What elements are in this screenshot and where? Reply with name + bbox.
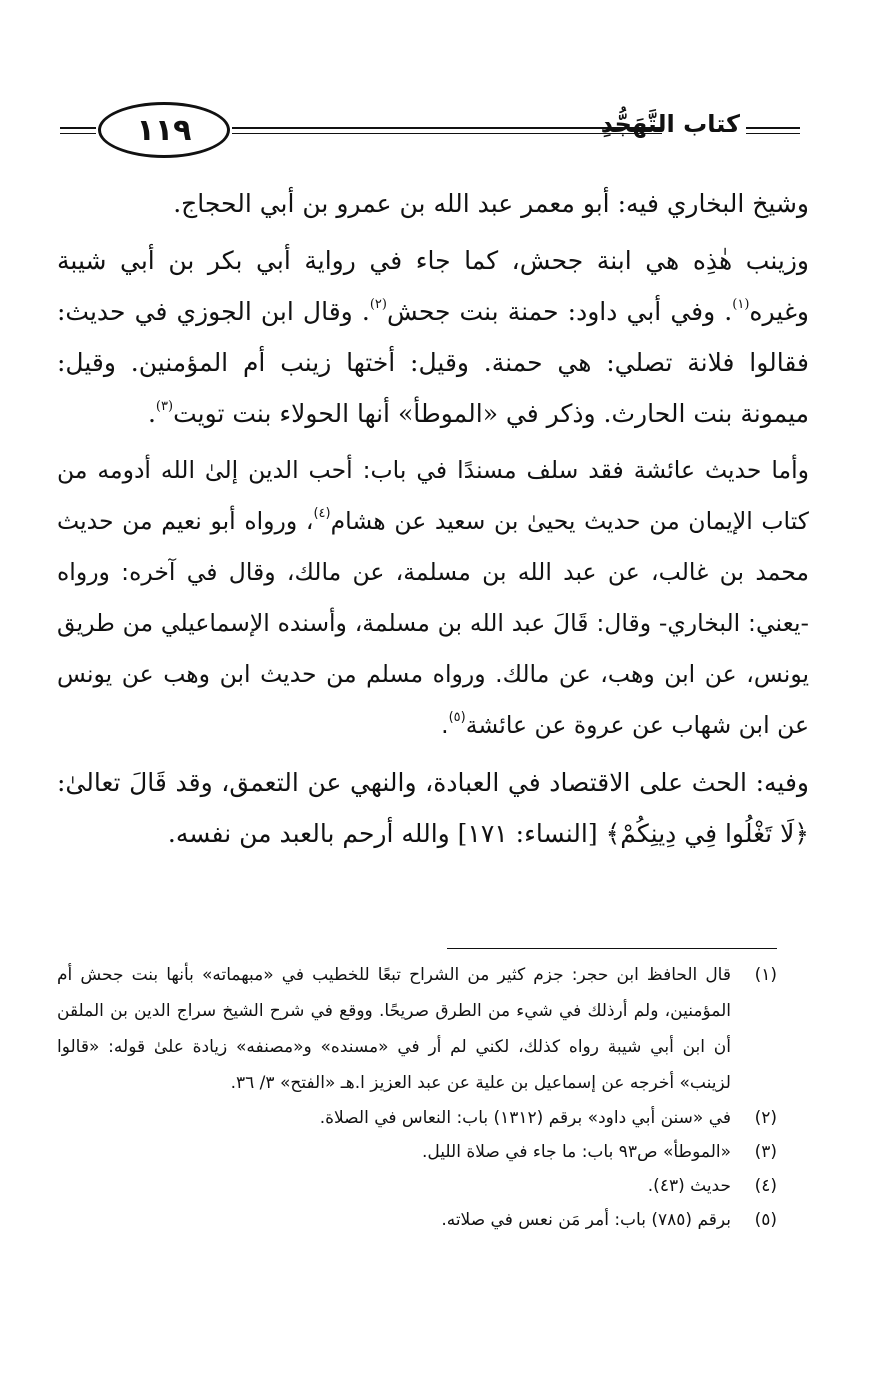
paragraph-text: وأما حديث عائشة فقد سلف مسندًا في باب: أحب الدين إلىٰ الله أدومه من كتاب الإيمان من حديث يحيىٰ بن سعيد عن هشام: [57, 456, 809, 535]
footnote-number: (٣): [754, 1142, 777, 1162]
header-rule: [746, 127, 800, 129]
paragraph: [57, 235, 809, 439]
footnote-number: (٤): [754, 1176, 777, 1196]
footnote-marker: (٢): [369, 297, 387, 312]
footnote-marker: (٥): [448, 710, 466, 725]
paragraph-text: وشيخ البخاري فيه: أبو معمر عبد الله بن عمرو بن أبي الحجاج.: [173, 189, 809, 218]
footnote: [57, 1203, 777, 1237]
footnotes: [57, 957, 777, 1237]
header-rule: [746, 133, 800, 134]
footnote-number: (٥): [754, 1210, 777, 1230]
footnote-text: «الموطأ» ص٩٣ باب: ما جاء في صلاة الليل.: [421, 1142, 731, 1162]
paragraph-text: .: [147, 399, 156, 428]
header-rule: [60, 127, 96, 129]
footnote-marker: (٤): [313, 506, 331, 521]
header-rule: [60, 133, 96, 134]
page-header: [60, 100, 800, 162]
footnote: [57, 1169, 777, 1203]
main-text: [57, 178, 809, 865]
footnote-text: قال الحافظ ابن حجر: جزم كثير من الشراح تبعًا للخطيب في «مبهماته» بأنها بنت جحش أم المؤمنين، ولم أرذلك في شيء من الطرق صريحًا. ووقع في شرح الشيخ سراج الدين بن الملقن أن ابن أبي شيبة رواه كذلك، لكني لم أر في «مسنده» و«مصنفه» زيادة علىٰ قوله: «قالوا لزينب» أخرجه عن إسماعيل بن علية عن عبد العزيز ا.هـ «الفتح» ٣/ ٣٦.: [57, 965, 731, 1093]
page-number-badge: [98, 102, 230, 158]
footnote-divider: [447, 948, 777, 949]
paragraph-text: . وفي أبي داود: حمنة بنت جحش: [386, 297, 733, 326]
footnote-marker: (١): [732, 297, 750, 312]
paragraph-text: ، ورواه أبو نعيم من حديث محمد بن غالب، عن عبد الله بن مسلمة، عن مالك، وقال في آخره: ورواه -يعني: البخاري- وقال: قَالَ عبد الله بن مسلمة، وأسنده الإسماعيلي من طريق يونس، عن ابن وهب، عن مالك. ورواه مسلم من حديث ابن وهب عن يونس عن ابن شهاب عن عروة عن عائشة: [57, 507, 809, 739]
footnote-marker: (٣): [155, 399, 174, 414]
running-title: كتاب التَّهَجُّدِ: [600, 110, 740, 138]
header-rule: [232, 127, 662, 129]
paragraph: [57, 178, 809, 229]
paragraph-text: وزينب هٰذِه هي ابنة جحش، كما جاء في رواية أبي بكر بن أبي شيبة وغيره: [57, 246, 809, 326]
footnote-number: (٢): [754, 1108, 777, 1128]
paragraph-text: .: [441, 711, 449, 739]
paragraph: [57, 757, 809, 859]
paragraph-text: وفيه: الحث على الاقتصاد في العبادة، والنهي عن التعمق، وقد قَالَ تعالىٰ: ﴿لَا تَغْلُوا فِي دِينِكُمْ﴾ [النساء: ١٧١] والله أرحم بالعبد من نفسه.: [57, 768, 809, 848]
header-rule: [232, 133, 662, 134]
footnote: [57, 957, 777, 1101]
paragraph: [57, 445, 809, 751]
footnote: [57, 1135, 777, 1169]
footnote-text: برقم (٧٨٥) باب: أمر مَن نعس في صلاته.: [441, 1210, 731, 1230]
footnote-number: (١): [754, 965, 777, 985]
footnote: [57, 1101, 777, 1135]
paragraph-text: . وقال ابن الجوزي في حديث: فقالوا فلانة تصلي: هي حمنة. وقيل: أختها زينب أم المؤمنين. وقيل: ميمونة بنت الحارث. وذكر في «الموطأ» أنها الحولاء بنت تويت: [57, 297, 809, 428]
page-number: ١١٩: [136, 112, 192, 148]
footnote-text: حديث (٤٣).: [647, 1176, 731, 1196]
footnote-text: في «سنن أبي داود» برقم (١٣١٢) باب: النعاس في الصلاة.: [319, 1108, 731, 1128]
